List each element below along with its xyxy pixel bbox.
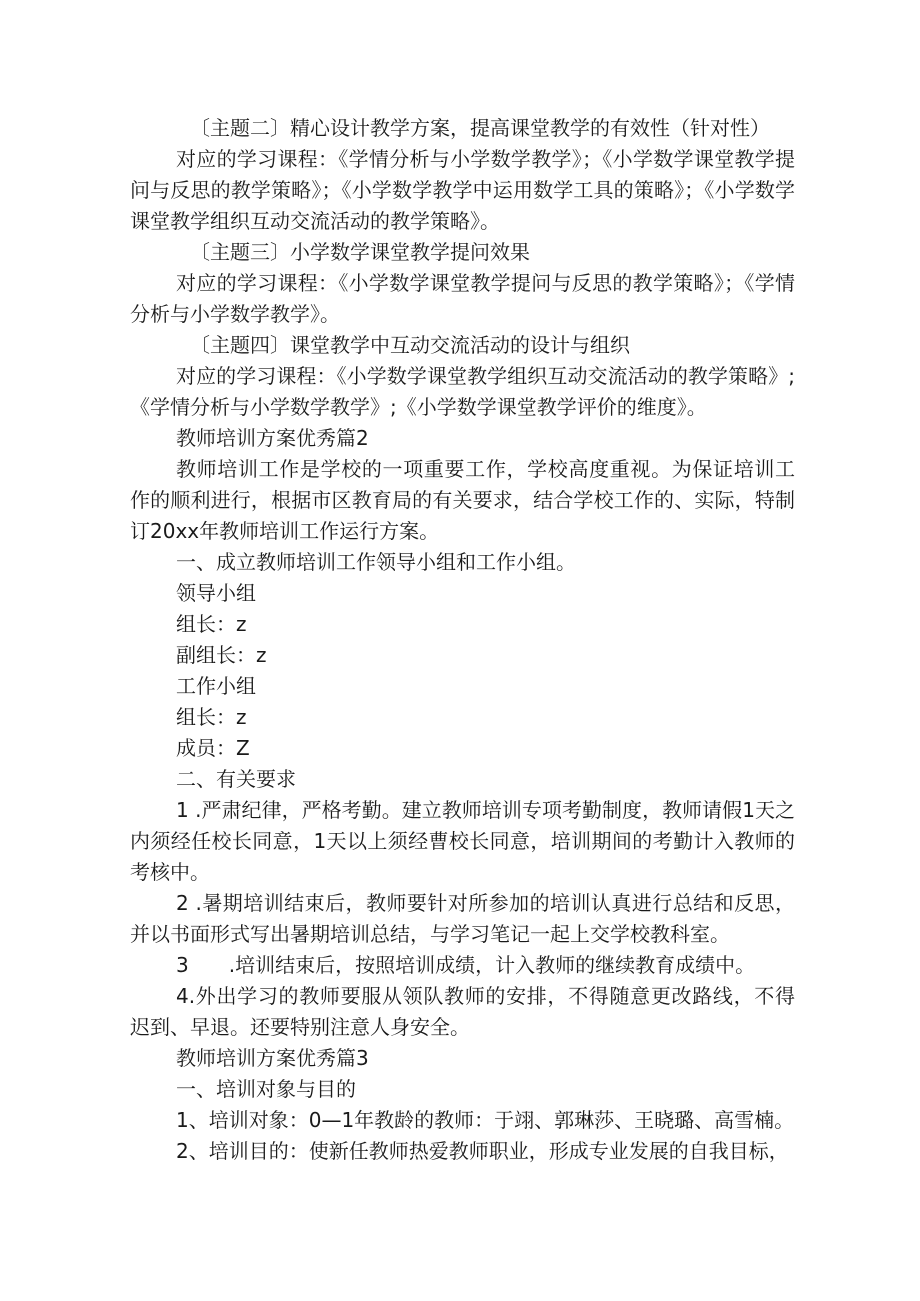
paragraph-req-4: 4.外出学习的教师要服从领队教师的安排，不得随意更改路线，不得迟到、早退。还要特别注意人身安全。 [130,984,795,1039]
paragraph-topic-3-courses: 对应的学习课程：《小学数学课堂教学提问与反思的教学策略》；《学情分析与小学数学教学》。 [130,271,795,326]
paragraph-req-1: 1 .严肃纪律，严格考勤。建立教师培训专项考勤制度，教师请假1天之内须经任校长同意，1天以上须经曹校长同意，培训期间的考勤计入教师的考核中。 [130,798,795,884]
paragraph-leader: 组长：z [176,612,247,636]
paragraph-target-1: 1、培训对象：0—1年教龄的教师：于翊、郭琳莎、王晓璐、高雪楠。 [176,1108,795,1132]
paragraph-item-1: 一、成立教师培训工作领导小组和工作小组。 [176,550,576,574]
heading-topic-3: 〔主题三〕小学数学课堂教学提问效果 [190,240,530,264]
paragraph-topic-4-courses: 对应的学习课程：《小学数学课堂教学组织互动交流活动的教学策略》;《学情分析与小学数学教学》;《小学数学课堂教学评价的维度》。 [130,364,795,419]
paragraph-req-2: 2 .暑期培训结束后，教师要针对所参加的培训认真进行总结和反思，并以书面形式写出暑期培训总结，与学习笔记一起上交学校教科室。 [130,891,795,946]
paragraph-work-leader: 组长：z [176,705,247,729]
paragraph-members: 成员：Z [176,736,250,760]
paragraph-vice-leader: 副组长：z [176,643,267,667]
paragraph-leader-group: 领导小组 [176,581,256,605]
section-title-3: 教师培训方案优秀篇3 [176,1046,369,1070]
paragraph-intro-2: 教师培训工作是学校的一项重要工作，学校高度重视。为保证培训工作的顺利进行，根据市区教育局的有关要求，结合学校工作的、实际，特制订20xx年教师培训工作运行方案。 [130,457,795,543]
paragraph-item-2: 二、有关要求 [176,767,296,791]
document-body [130,113,795,1167]
section-title-2: 教师培训方案优秀篇2 [176,426,369,450]
paragraph-target-heading: 一、培训对象与目的 [176,1077,356,1101]
heading-topic-2: 〔主题二〕精心设计教学方案，提高课堂教学的有效性（针对性） [190,116,770,140]
paragraph-target-2: 2、培训目的：使新任教师热爱教师职业，形成专业发展的自我目标， [176,1139,789,1163]
paragraph-work-group: 工作小组 [176,674,256,698]
heading-topic-4: 〔主题四〕课堂教学中互动交流活动的设计与组织 [190,333,630,357]
paragraph-topic-2-courses: 对应的学习课程：《学情分析与小学数学教学》；《小学数学课堂教学提问与反思的教学策略》；《小学数学教学中运用数学工具的策略》；《小学数学课堂教学组织互动交流活动的教学策略》。 [130,147,795,233]
paragraph-req-3: 3 .培训结束后，按照培训成绩，计入教师的继续教育成绩中。 [176,953,756,977]
